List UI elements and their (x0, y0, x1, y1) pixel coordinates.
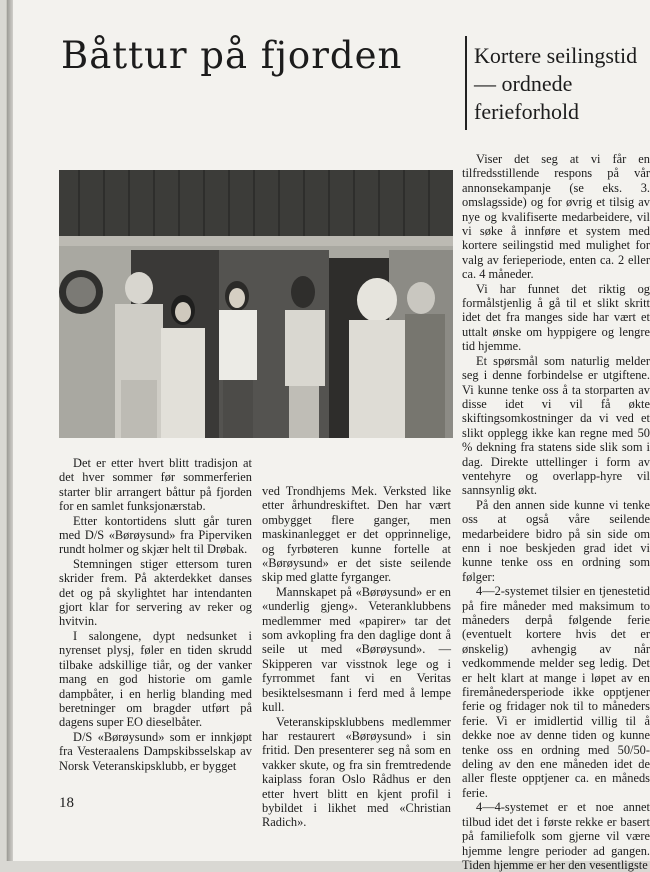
page-binding (7, 0, 13, 861)
sidebar-title: Kortere seilingstid — ordnede ferieforhold (474, 43, 638, 124)
article-paragraph: Veteranskipsklubbens medlemmer har restaurert «Børøysund» i sin fritid. Den presenterer seg nå som en vakker skute, og fra sin fremtredende kaiplass foran Oslo Rådhus er den etter hvert blitt en kjent profil i bybildet i likhet med «Christian Radich». (262, 714, 451, 830)
article-paragraph: D/S «Børøysund» som er innkjøpt fra Vesteraalens Dampskibsselskap av Norsk Veteranskipsklubb, er bygget (59, 729, 252, 773)
article-column-2 (262, 484, 451, 830)
article-paragraph: Mannskapet på «Børøysund» er en «underlig gjeng». Veteranklubbens medlemmer med «papirer» tar det som avkopling fra den daglige dont å seile ut med «Børøysund». — Skipperen var visstnok lege og i fyrrommet fant vi en Veritas besiktelsesmann i ferd med å lempe kull. (262, 584, 451, 715)
sidebar-paragraph: På den annen side kunne vi tenke oss at også våre seilende medarbeidere bidro på sin side om enn i noe beskjeden grad idet vi kunne tenke oss en ordning som følger: (462, 497, 650, 584)
article-title: Båttur på fjorden (61, 34, 403, 77)
article-paragraph: I salongene, dypt nedsunket i nyrenset plysj, føler en tiden skrudd tilbake adskillige tiår, og der vanker mang en god historie om gamle dampbåter, i en herlig blanding med beretninger om bragder utført på dagens super EO dieselbåter. (59, 628, 252, 730)
article-column-1 (59, 456, 252, 773)
sidebar-paragraph: Et spørsmål som naturlig melder seg i denne forbindelse er utgiftene. Vi kunne tenke oss å ta storparten av disse idet vi vil få økte skiftingsomkostninger da vi ved et slikt opplegg ikke kan regne med 50 % dekning fra statens side slik som i dag. Direkte uttellinger i form av ventehyre og overlapp-hyre vil sannsynlig økt. (462, 353, 650, 498)
article-paragraph: Det er etter hvert blitt tradisjon at det hver sommer før sommerferien starter blir arrangert båttur på fjorden for en samlet funksjonærstab. (59, 456, 252, 514)
sidebar-paragraph: 4—4-systemet er et noe annet tilbud idet det i første rekke er basert på familiefolk som gjerne vil være hjemme lengre perioder ad gangen. Tiden hjemme er her den vesentligste (462, 800, 650, 872)
sidebar-paragraph: Vi har funnet det riktig og formålstjenlig å gå til et slikt skritt idet det fra manges side har vært et uttalt ønske om hyppigere og lengre tid hjemme. (462, 281, 650, 354)
article-paragraph: ved Trondhjems Mek. Verksted like etter århundreskiftet. Den har vært ombygget flere ganger, men maskinanlegget er det opprinnelige, og fyrbøteren kunne fortelle at «Børøysund» er det siste seilende skip med glatte fyrganger. (262, 484, 451, 585)
article-photo (59, 170, 453, 438)
sidebar-paragraph: Viser det seg at vi får en tilfredsstillende respons på vår annonsekampanje (se eks. 3. omslagsside) og for øvrig et tilsig av nye og kvalifiserte medarbeidere, vil vi søke å innføre et system med kortere seilingstid med mulighet for valg av ferieperiode, enten ca. 2 eller ca. 4 måneder. (462, 152, 650, 282)
photo-boat-deck-group (59, 170, 453, 438)
sidebar-divider (465, 36, 467, 130)
article-paragraph: Etter kontortidens slutt går turen med D/S «Børøysund» fra Piperviken rundt holmer og skjær helt til Drøbak. (59, 513, 252, 557)
magazine-page (6, 0, 650, 872)
sidebar-column (462, 152, 650, 872)
page-number: 18 (59, 795, 74, 811)
sidebar-paragraph: 4—2-systemet tilsier en tjenestetid på fire måneder med maksimum to måneders derpå følgende ferie (eventuelt kortere hvis det er ønskelig) avhengig av når vedkommende melder seg ledig. Det er helt klart at mange i løpet av en firemånedersperiode ikke opptjener ferie og fridager nok til to måneders ferie. Vi er imidlertid villig til å dekke noe av denne tiden og kunne tenke oss en ordning med 50/50-deling av den ene måneden idet de aller fleste opptjener ca. en måneds ferie. (462, 584, 650, 800)
article-paragraph: Stemningen stiger ettersom turen skrider frem. På akterdekket danses det og på skylightet har intendanten gjort klar for servering av reker og hvitvin. (59, 556, 252, 629)
